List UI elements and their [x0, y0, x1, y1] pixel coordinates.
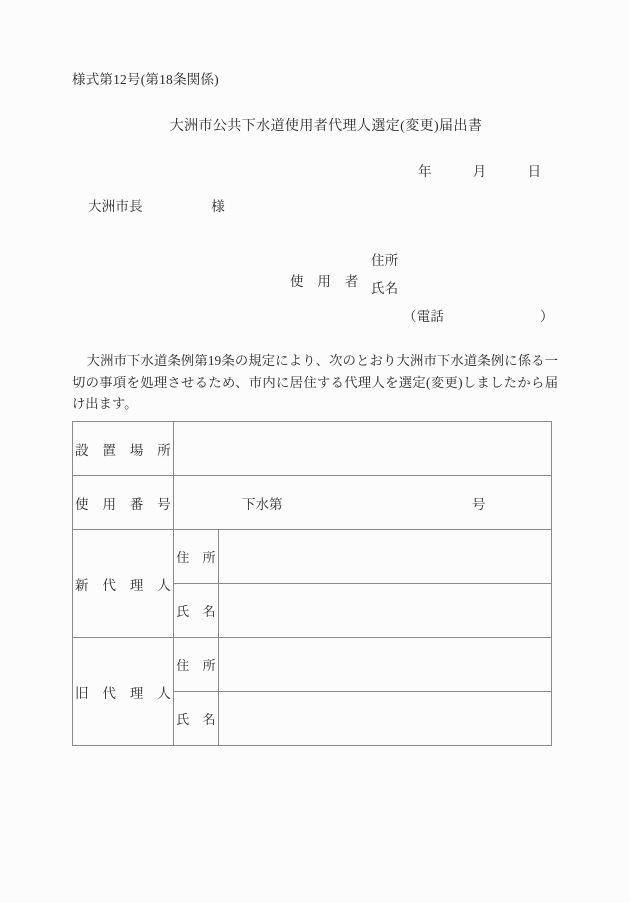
usage-number-inner [174, 476, 551, 529]
user-phone-label: （電話 ） [403, 309, 554, 324]
value-new-agent-address[interactable] [219, 530, 552, 584]
form-number: 様式第12号(第18条関係) [72, 72, 219, 87]
usage-number-prefix: 下水第 [242, 496, 283, 512]
table-row-old-agent-address [73, 638, 552, 692]
table-row-new-agent-address [73, 530, 552, 584]
row-label-old-agent: 旧 代 理 人 [73, 638, 174, 746]
user-name-label: 氏名 [371, 281, 399, 296]
table-row-usage-number [73, 476, 552, 530]
row-label-usage-number: 使 用 番 号 [73, 476, 174, 530]
row-value-installation-location[interactable] [174, 422, 552, 476]
user-block-label: 使 用 者 [290, 274, 359, 289]
user-fields [371, 249, 554, 325]
sublabel-new-agent-address: 住 所 [174, 530, 219, 584]
addressee-line: 大洲市長 様 [88, 199, 225, 214]
date-line: 年 月 日 [418, 164, 542, 179]
sublabel-old-agent-address: 住 所 [174, 638, 219, 692]
document-title: 大洲市公共下水道使用者代理人選定(変更)届出書 [169, 119, 483, 134]
row-label-installation-location: 設 置 場 所 [73, 422, 174, 476]
body-paragraph-text: 大洲市下水道条例第19条の規定により、次のとおり大洲市下水道条例に係る一切の事項を処理させるため、市内に居住する代理人を選定(変更)しましたから届け出ます。 [72, 353, 558, 412]
value-new-agent-name[interactable] [219, 584, 552, 638]
sublabel-old-agent-name: 氏 名 [174, 692, 219, 746]
row-value-usage-number[interactable] [174, 476, 552, 530]
user-address-label: 住所 [371, 253, 399, 268]
sublabel-new-agent-name: 氏 名 [174, 584, 219, 638]
value-old-agent-name[interactable] [219, 692, 552, 746]
row-label-new-agent: 新 代 理 人 [73, 530, 174, 638]
usage-number-suffix: 号 [472, 496, 486, 512]
value-old-agent-address[interactable] [219, 638, 552, 692]
table-row-installation-location [73, 422, 552, 476]
application-details-table [72, 421, 552, 746]
body-paragraph [72, 350, 558, 415]
